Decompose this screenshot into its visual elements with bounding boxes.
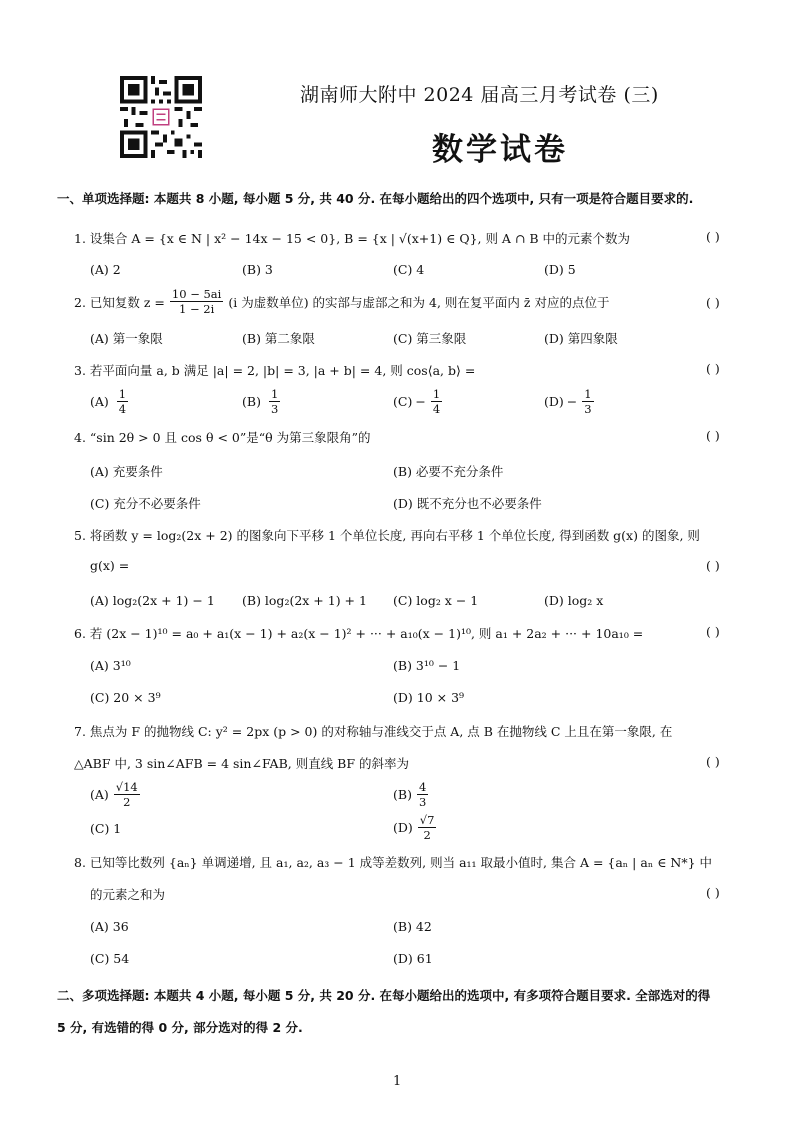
q1-stem: 1. 设集合 A = {x ∈ N | x² − 14x − 15 < 0}, B = {x | √(x+1) ∈ Q}, 则 A ∩ B 中的元素个数为	[74, 231, 631, 246]
qr-code-image	[120, 76, 202, 158]
q7-option-c: (C) 1	[90, 821, 122, 836]
q3-answer-paren: ( )	[706, 361, 720, 376]
q3-option-c-num: 1	[432, 387, 441, 401]
q3-option-a	[90, 387, 130, 416]
q7-option-d-label: (D)	[393, 820, 413, 835]
q2-option-a: (A) 第一象限	[90, 331, 163, 346]
q3-option-c	[393, 387, 444, 416]
q7-option-b-num: 4	[418, 780, 427, 794]
q2-fraction-denominator: 1 − 2i	[178, 302, 215, 316]
q5-answer-paren: ( )	[706, 558, 720, 573]
q6-option-c: (C) 20 × 3⁹	[90, 690, 161, 705]
q4-option-d: (D) 既不充分也不必要条件	[393, 496, 542, 511]
q5-stem-line1: 5. 将函数 y = log₂(2x + 2) 的图象向下平移 1 个单位长度, 再向右平移 1 个单位长度, 得到函数 g(x) 的图象, 则	[74, 528, 700, 543]
q1-option-a: (A) 2	[90, 262, 121, 277]
q4-answer-paren: ( )	[706, 428, 720, 443]
q6-option-a: (A) 3¹⁰	[90, 658, 131, 673]
q2-stem-lead: 2. 已知复数 z =	[74, 294, 165, 310]
q8-answer-paren: ( )	[706, 885, 720, 900]
page-number: 1	[393, 1074, 402, 1089]
q7-stem-line1: 7. 焦点为 F 的抛物线 C: y² = 2px (p > 0) 的对称轴与准线交于点 A, 点 B 在抛物线 C 上且在第一象限, 在	[74, 724, 673, 739]
q1-answer-paren: ( )	[706, 229, 720, 244]
q3-option-a-fraction	[117, 387, 128, 416]
q3-option-d-sign: −	[566, 394, 578, 409]
q3-option-b-fraction	[269, 387, 280, 416]
q2-fraction	[170, 287, 223, 316]
q4-stem: 4. “sin 2θ > 0 且 cos θ < 0”是“θ 为第三象限角”的	[74, 430, 371, 445]
q3-option-c-label: (C)	[393, 394, 413, 409]
q7-option-a	[90, 780, 142, 809]
q7-option-d-den: 2	[423, 828, 431, 842]
q3-option-d-fraction	[582, 387, 593, 416]
q3-option-c-den: 4	[432, 402, 441, 416]
q7-option-d-fraction	[418, 813, 437, 842]
q2-option-c: (C) 第三象限	[393, 331, 467, 346]
q2-option-b: (B) 第二象限	[242, 331, 315, 346]
q3-option-a-num: 1	[118, 387, 127, 401]
q3-option-c-sign: −	[415, 394, 426, 409]
q4-option-a: (A) 充要条件	[90, 464, 163, 479]
q7-option-b-label: (B)	[393, 787, 412, 802]
q3-option-b	[242, 387, 282, 416]
q7-option-d-num: √7	[419, 813, 435, 827]
q7-option-d	[393, 813, 438, 842]
q3-option-d-den: 3	[584, 402, 592, 416]
q4-option-b: (B) 必要不充分条件	[393, 464, 504, 479]
q6-stem: 6. 若 (2x − 1)¹⁰ = a₀ + a₁(x − 1) + a₂(x − 1)² + ··· + a₁₀(x − 1)¹⁰, 则 a₁ + 2a₂ + ··· + 10a₁₀ =	[74, 626, 644, 641]
q3-option-b-num: 1	[270, 387, 279, 401]
q3-option-d	[544, 387, 596, 416]
q3-option-c-fraction	[431, 387, 442, 416]
q3-option-b-den: 3	[270, 402, 279, 416]
q2-stem-tail: (i 为虚数单位) 的实部与虚部之和为 4, 则在复平面内 z̄ 对应的点位于	[228, 294, 610, 310]
q3-stem: 3. 若平面向量 a, b 满足 |a| = 2, |b| = 3, |a + b| = 4, 则 cos⟨a, b⟩ =	[74, 363, 476, 378]
q7-option-b-fraction	[417, 780, 428, 809]
q3-option-d-label: (D)	[544, 394, 564, 409]
section1-heading: 一、单项选择题: 本题共 8 小题, 每小题 5 分, 共 40 分. 在每小题给出的四个选项中, 只有一项是符合题目要求的.	[57, 191, 694, 206]
q1-option-c: (C) 4	[393, 262, 425, 277]
q6-answer-paren: ( )	[706, 624, 720, 639]
q8-stem-line2: 的元素之和为	[90, 887, 166, 902]
q7-option-b	[393, 780, 430, 809]
section2-heading-line2: 5 分, 有选错的得 0 分, 部分选对的得 2 分.	[57, 1020, 303, 1035]
q3-option-a-den: 4	[118, 402, 127, 416]
q5-option-c: (C) log₂ x − 1	[393, 593, 479, 608]
q2-stem	[74, 287, 609, 316]
q7-option-a-num: √14	[115, 780, 138, 794]
q8-option-a: (A) 36	[90, 919, 129, 934]
q7-stem-line2: △ABF 中, 3 sin∠AFB = 4 sin∠FAB, 则直线 BF 的斜率为	[74, 756, 410, 771]
q8-option-b: (B) 42	[393, 919, 432, 934]
q4-option-c: (C) 充分不必要条件	[90, 496, 201, 511]
q8-stem-line1: 8. 已知等比数列 {aₙ} 单调递增, 且 a₁, a₂, a₃ − 1 成等差数列, 则当 a₁₁ 取最小值时, 集合 A = {aₙ | aₙ ∈ N*} 中	[74, 855, 713, 870]
q2-fraction-numerator: 10 − 5ai	[171, 287, 222, 301]
exam-title: 湖南师大附中 2024 届高三月考试卷 (三)	[300, 84, 659, 106]
q5-option-b: (B) log₂(2x + 1) + 1	[242, 593, 367, 608]
q5-option-a: (A) log₂(2x + 1) − 1	[90, 593, 215, 608]
q7-option-a-fraction	[114, 780, 140, 809]
q3-option-d-num: 1	[584, 387, 592, 401]
q5-stem-line2: g(x) =	[90, 558, 130, 573]
q1-option-b: (B) 3	[242, 262, 273, 277]
q8-option-c: (C) 54	[90, 951, 130, 966]
exam-subject-title: 数学试卷	[432, 132, 568, 168]
q3-option-a-label: (A)	[90, 394, 109, 409]
q6-option-b: (B) 3¹⁰ − 1	[393, 658, 461, 673]
q2-option-d: (D) 第四象限	[544, 331, 618, 346]
q8-option-d: (D) 61	[393, 951, 433, 966]
q3-option-b-label: (B)	[242, 394, 261, 409]
q6-option-d: (D) 10 × 3⁹	[393, 690, 465, 705]
q7-option-a-den: 2	[123, 795, 131, 809]
q1-option-d: (D) 5	[544, 262, 576, 277]
q2-answer-paren: ( )	[706, 295, 720, 310]
q7-answer-paren: ( )	[706, 754, 720, 769]
section2-heading-line1: 二、多项选择题: 本题共 4 小题, 每小题 5 分, 共 20 分. 在每小题给出的选项中, 有多项符合题目要求. 全部选对的得	[57, 988, 711, 1003]
q7-option-a-label: (A)	[90, 787, 109, 802]
q7-option-b-den: 3	[418, 795, 427, 809]
q5-option-d: (D) log₂ x	[544, 593, 604, 608]
